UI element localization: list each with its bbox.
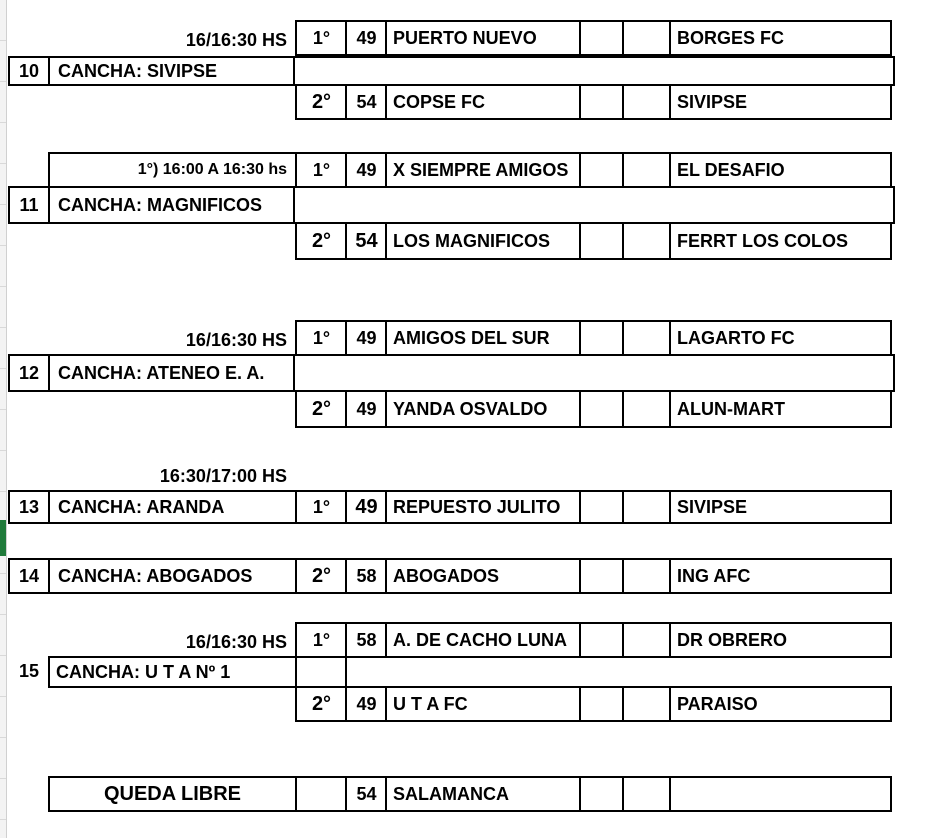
match-category: 49 (356, 28, 377, 48)
match-category: 54 (356, 92, 377, 112)
home-team: LOS MAGNIFICOS (393, 231, 550, 251)
match-category: 49 (356, 399, 377, 419)
away-team: LAGARTO FC (677, 328, 795, 348)
match-order: 2° (311, 565, 332, 587)
home-team: ABOGADOS (393, 566, 500, 586)
match-number: 14 (18, 566, 40, 586)
match-category: 58 (356, 630, 377, 650)
home-team: REPUESTO JULITO (393, 497, 561, 517)
match-time: 16/16:30 HS (185, 632, 287, 652)
away-team: DR OBRERO (677, 630, 788, 650)
spreadsheet-grid-edge (0, 0, 7, 838)
venue-name: CANCHA: ARANDA (58, 497, 225, 517)
away-team: ING AFC (677, 566, 751, 586)
match-order: 2° (311, 693, 332, 715)
match-order: 1° (312, 28, 331, 48)
bye-team: SALAMANCA (393, 784, 509, 804)
home-team: AMIGOS DEL SUR (393, 328, 550, 348)
match-time: 1°) 16:00 A 16:30 hs (48, 152, 297, 188)
away-team: ALUN-MART (677, 399, 785, 419)
match-number: 10 (18, 61, 40, 81)
match-time: 16/16:30 HS (185, 330, 287, 350)
venue-name: CANCHA: SIVIPSE (58, 61, 218, 81)
away-team: SIVIPSE (677, 92, 748, 112)
away-team: BORGES FC (677, 28, 785, 48)
venue-name: CANCHA: U T A Nº 1 (48, 656, 347, 688)
match-time: 16:30/17:00 HS (159, 466, 287, 486)
match-order: 2° (311, 91, 332, 113)
match-category: 49 (356, 694, 377, 714)
match-category: 54 (355, 230, 378, 252)
match-category: 58 (356, 566, 377, 586)
bye-category: 54 (356, 784, 377, 804)
match-number: 12 (18, 363, 40, 383)
venue-name: CANCHA: ABOGADOS (58, 566, 253, 586)
away-team: EL DESAFIO (677, 160, 785, 180)
match-category: 49 (355, 496, 378, 518)
match-number: 15 (18, 661, 40, 681)
home-team: U T A FC (393, 694, 468, 714)
match-order: 1° (312, 630, 331, 650)
match-order: 2° (311, 398, 332, 420)
match-order: 1° (312, 328, 331, 348)
match-category: 49 (356, 160, 377, 180)
match-number: 11 (19, 195, 39, 215)
match-category: 49 (356, 328, 377, 348)
venue-name: CANCHA: ATENEO E. A. (58, 363, 265, 383)
match-number: 13 (18, 497, 40, 517)
venue-name: CANCHA: MAGNIFICOS (58, 195, 262, 215)
home-team: PUERTO NUEVO (393, 28, 537, 48)
match-time: 16/16:30 HS (185, 30, 287, 50)
away-team: FERRT LOS COLOS (677, 231, 848, 251)
match-order: 1° (312, 497, 331, 517)
home-team: COPSE FC (393, 92, 486, 112)
match-order: 1° (312, 160, 331, 180)
home-team: YANDA OSVALDO (393, 399, 548, 419)
bye-label: QUEDA LIBRE (103, 783, 242, 805)
home-team: X SIEMPRE AMIGOS (393, 160, 569, 180)
match-order: 2° (311, 230, 332, 252)
away-team: SIVIPSE (677, 497, 748, 517)
away-team: PARAISO (677, 694, 758, 714)
home-team: A. DE CACHO LUNA (393, 630, 567, 650)
selected-row-marker (0, 520, 6, 556)
